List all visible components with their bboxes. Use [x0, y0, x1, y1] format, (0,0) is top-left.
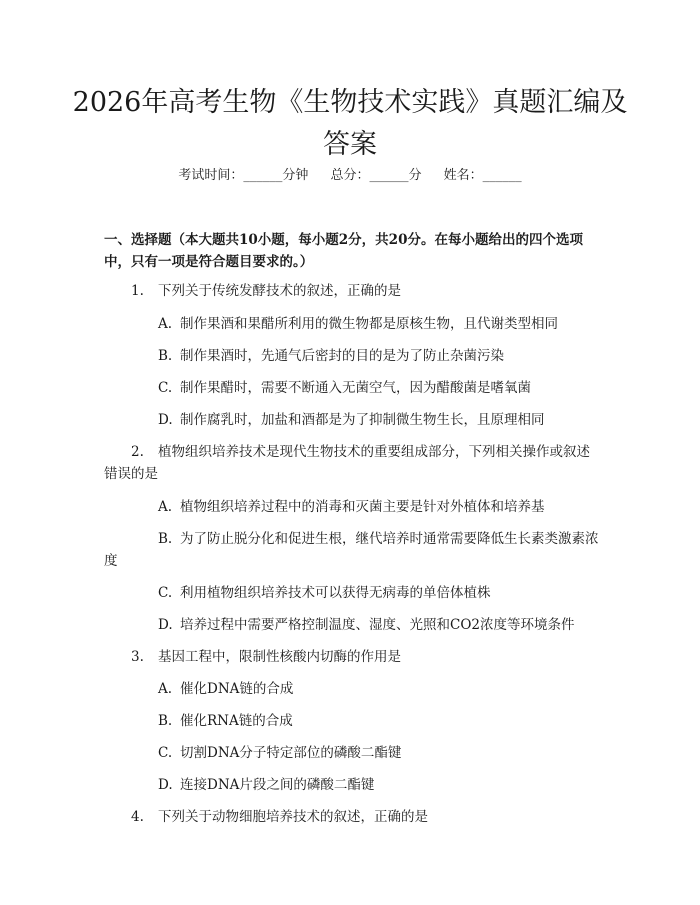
option-text: 植物组织培养过程中的消毒和灭菌主要是针对外植体和培养基	[180, 499, 545, 515]
option-letter: D.	[158, 617, 173, 633]
option-text: 切割DNA分子特定部位的磷酸二酯键	[180, 745, 402, 761]
question-number: 2.	[131, 444, 144, 460]
option-text: 利用植物组织培养技术可以获得无病毒的单倍体植株	[180, 585, 491, 601]
option-letter: D.	[158, 777, 173, 793]
option-letter: A.	[158, 499, 173, 515]
question-number: 4.	[131, 809, 144, 825]
option-text: 培养过程中需要严格控制温度、湿度、光照和CO2浓度等环境条件	[180, 617, 575, 633]
section-heading: 一、选择题（本大题共10小题，每小题2分，共20分。在每小题给出的四个选项中，只有一项是符合题目要求的。）	[104, 232, 583, 270]
option-text: 催化DNA链的合成	[180, 681, 294, 697]
option-letter: A.	[158, 316, 173, 332]
question-3-option-d	[104, 774, 602, 796]
question-2-option-d	[104, 614, 602, 636]
question-stem: 下列关于传统发酵技术的叙述，正确的是	[158, 283, 401, 299]
option-text: 制作果酒时，先通气后密封的目的是为了防止杂菌污染	[180, 348, 504, 364]
option-letter: D.	[158, 412, 173, 428]
option-letter: B.	[158, 713, 173, 729]
option-letter: C.	[158, 380, 173, 396]
total-score-field: 总分：______分	[330, 168, 422, 183]
option-letter: B.	[158, 531, 173, 547]
exam-info-line	[0, 166, 700, 186]
option-text: 制作腐乳时，加盐和酒都是为了抑制微生物生长，且原理相同	[180, 412, 545, 428]
question-3-option-a	[104, 678, 602, 700]
question-stem: 基因工程中，限制性核酸内切酶的作用是	[158, 649, 401, 665]
question-1-option-a	[104, 313, 602, 335]
option-text: 连接DNA片段之间的磷酸二酯键	[180, 777, 375, 793]
option-letter: A.	[158, 681, 173, 697]
question-1-option-c	[104, 377, 602, 399]
question-stem: 下列关于动物细胞培养技术的叙述，正确的是	[158, 809, 428, 825]
question-1-option-d	[104, 409, 602, 431]
option-text: 制作果酒和果醋所利用的微生物都是原核生物，且代谢类型相同	[180, 316, 558, 332]
option-text: 催化RNA链的合成	[180, 713, 293, 729]
question-1-option-b	[104, 345, 602, 367]
question-3-option-b	[104, 710, 602, 732]
option-letter: C.	[158, 745, 173, 761]
question-1	[104, 280, 602, 302]
question-4	[104, 806, 602, 828]
question-number: 1.	[131, 283, 144, 299]
option-text: 为了防止脱分化和促进生根，继代培养时通常需要降低生长素类激素浓度	[104, 531, 599, 569]
exam-time-field: 考试时间：______分钟	[178, 168, 309, 183]
option-letter: B.	[158, 348, 173, 364]
question-stem: 植物组织培养技术是现代生物技术的重要组成部分，下列相关操作或叙述错误的是	[104, 444, 590, 482]
page-title: 2026年高考生物《生物技术实践》真题汇编及答案	[72, 87, 628, 160]
question-number: 3.	[131, 649, 144, 665]
question-3-option-c	[104, 742, 602, 764]
question-2-option-b	[104, 528, 602, 572]
student-name-field: 姓名：______	[443, 168, 522, 183]
question-3	[104, 646, 602, 668]
question-2-option-c	[104, 582, 602, 604]
question-2-option-a	[104, 496, 602, 518]
question-2	[104, 441, 602, 485]
option-letter: C.	[158, 585, 173, 601]
option-text: 制作果醋时，需要不断通入无菌空气，因为醋酸菌是嗜氧菌	[180, 380, 531, 396]
